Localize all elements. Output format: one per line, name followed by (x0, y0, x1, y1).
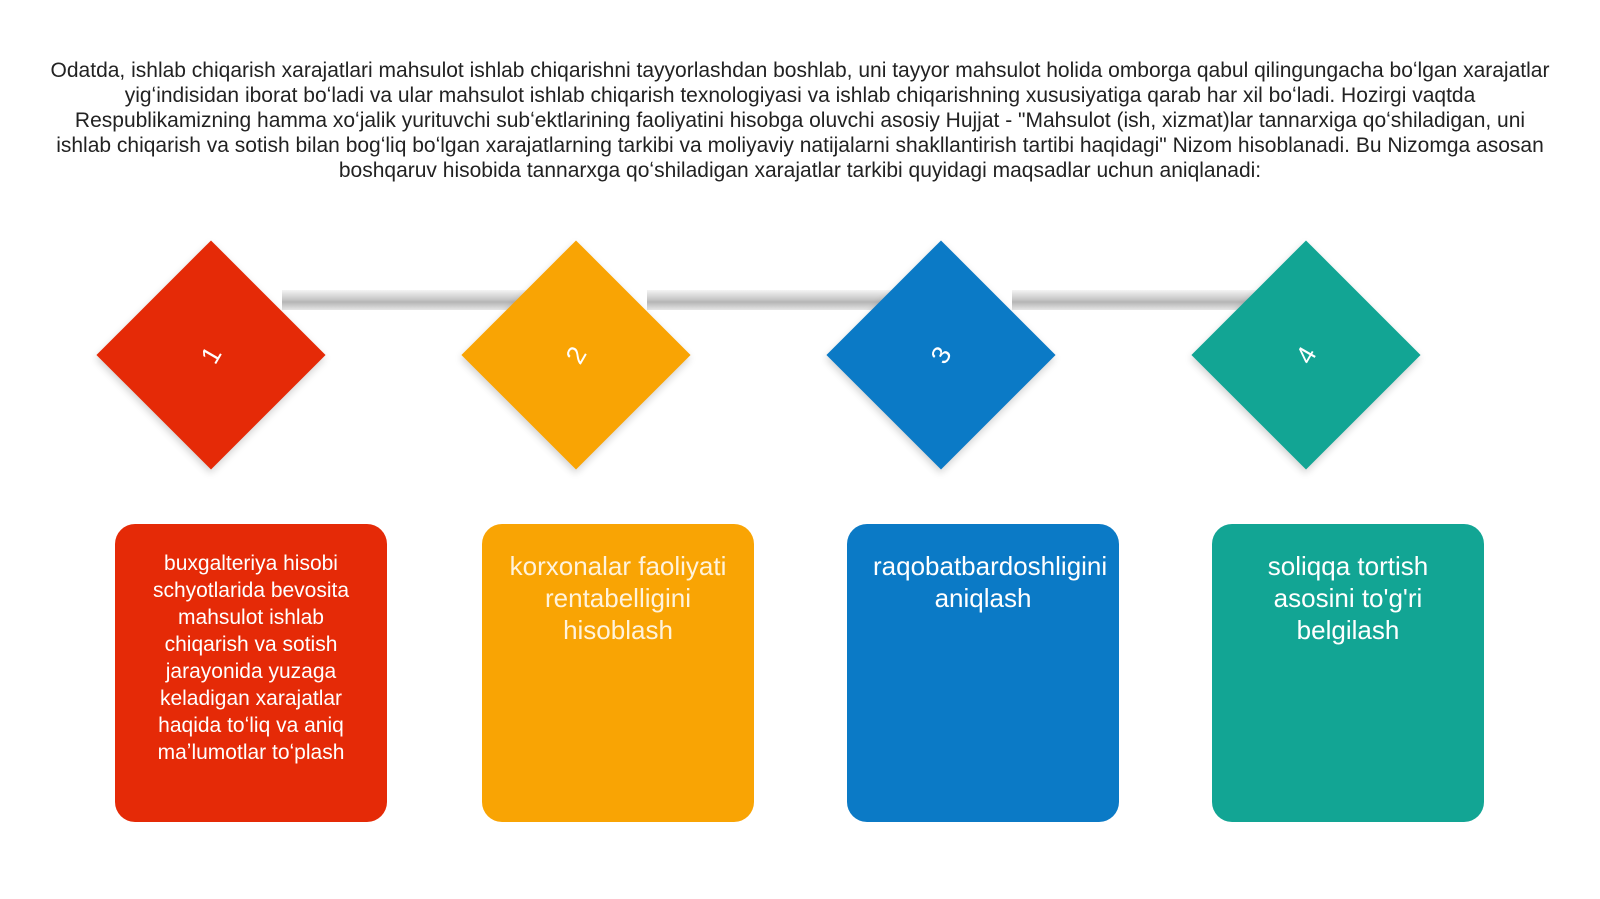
step-card-1: buxgalteriya hisobi schyotlarida bevosita mahsulot ishlab chiqarish va sotish jarayonida yuzaga keladigan xarajatlar haqida toʻliq va aniq maʼlumotlar toʻplash (115, 524, 387, 822)
connector-line (647, 290, 912, 310)
connector-line (282, 290, 547, 310)
step-number-1: 1 (194, 341, 228, 369)
intro-paragraph: Odatda, ishlab chiqarish xarajatlari mahsulot ishlab chiqarishni tayyorlashdan boshlab, uni tayyor mahsulot holida omborga qabul qilingungacha boʻlgan xarajatlar yigʻindisidan iborat boʻladi va ular mahsulot ishlab chiqarish texnologiyasi va ishlab chiqarishning xususiyatiga qarab har xil boʻladi. Hozirgi vaqtda Respublikamizning hamma xoʻjalik yurituvchi subʻektlarining faoliyatini hisobga oluvchi asosiy Hujjat - "Mahsulot (ish, xizmat)lar tannarxiga qoʻshiladigan, uni ishlab chiqarish va sotish bilan bogʻliq boʻlgan xarajatlarning tarkibi va moliyaviy natijalarni shakllantirish tartibi haqidagi" Nizom hisoblanadi. Bu Nizomga asosan boshqaruv hisobida tannarxga qoʻshiladigan xarajatlar tarkibi quyidagi maqsadlar uchun aniqlanadi: (50, 59, 1550, 182)
step-card-4: soliqqa tortish asosini to'g'ri belgilash (1212, 524, 1484, 822)
step-card-2: korxonalar faoliyati rentabelligini hisoblash (482, 524, 754, 822)
connector-line (1012, 290, 1277, 310)
step-card-3: raqobatbardoshligini aniqlash (847, 524, 1119, 822)
step-number-3: 3 (924, 341, 958, 369)
step-number-4: 4 (1289, 341, 1323, 369)
step-number-2: 2 (559, 341, 593, 369)
